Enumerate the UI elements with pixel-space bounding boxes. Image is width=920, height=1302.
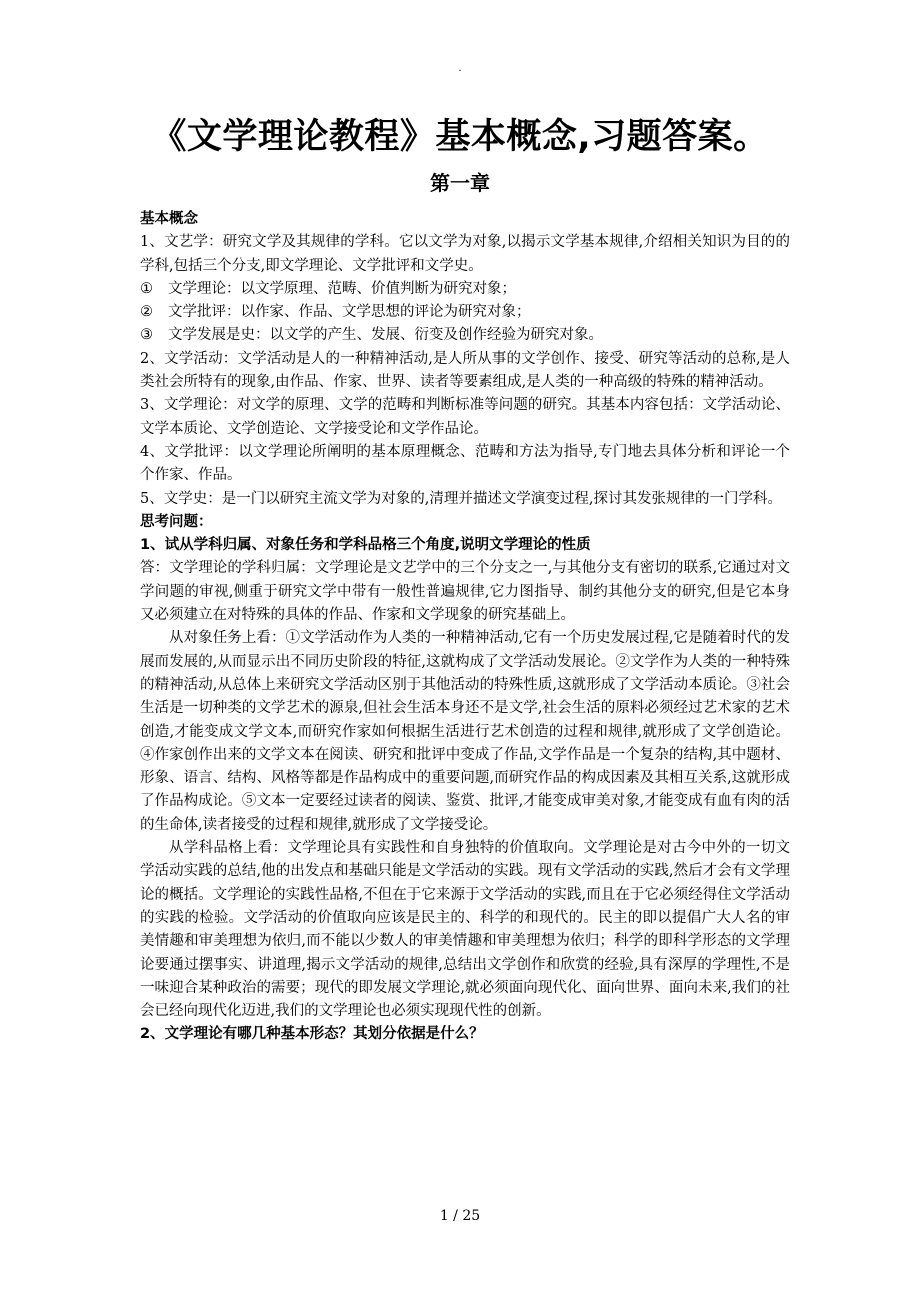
item-text: 文学理论：以文学原理、范畴、价值判断为研究对象； [168, 280, 516, 297]
definition-1-item [140, 278, 790, 301]
item-number: ① [140, 280, 153, 297]
definition-1-item [140, 324, 790, 347]
definition-1-item [140, 301, 790, 324]
definition-5: 5、文学史：是一门以研究主流文学为对象的,清理并描述文学演变过程,探讨其发张规律的一门学科。 [140, 490, 782, 507]
question-1: 1、试从学科归属、对象任务和学科品格三个角度,说明文学理论的性质 [140, 537, 591, 554]
item-number: ③ [140, 327, 153, 344]
document-body [140, 208, 790, 1047]
definition-4: 4、文学批评：以文学理论所阐明的基本原理概念、范畴和方法为指导,专门地去具体分析和评论一个个作家、作品。 [140, 443, 790, 484]
page-number: 1 / 25 [439, 1208, 481, 1224]
chapter-heading: 第一章 [430, 171, 490, 195]
definition-2: 2、文学活动：文学活动是人的一种精神活动,是人所从事的文学创作、接受、研究等活动的总称,是人类社会所特有的现象,由作品、作家、世界、读者等要素组成,是人类的一种高级的特殊的精神活动。 [140, 350, 790, 391]
definition-3: 3、文学理论：对文学的原理、文学的范畴和判断标准等问题的研究。其基本内容包括：文学活动论、文学本质论、文学创造论、文学接受论和文学作品论。 [140, 397, 790, 437]
item-text: 文学发展是史：以文学的产生、发展、衍变及创作经验为研究对象。 [168, 327, 603, 344]
item-number: ② [140, 304, 153, 321]
header-dot: . [458, 63, 462, 74]
section-heading-questions: 思考问题： [140, 513, 213, 530]
document-title: 《文学理论教程》基本概念,习题答案。 [151, 117, 769, 157]
answer-1-paragraph: 从学科品格上看：文学理论具有实践性和自身独特的价值取向。文学理论是对古今中外的一切文学活动实践的总结,他的出发点和基础只能是文学活动的实践。现有文学活动的实践,然后才会有文学理论的概括。文学理论的实践性品格,不但在于它来源于文学活动的实践,而且在于它必须经得住文学活动的实践的检验。文学活动的价值取向应该是民主的、科学的和现代的。民主的即以提倡广大人名的审美情趣和审美理想为依归,而不能以少数人的审美情趣和审美理想为依归；科学的即科学形态的文学理论要通过摆事实、讲道理,揭示文学活动的规律,总结出文学创作和欣赏的经验,具有深厚的学理性,不是一味迎合某种政治的需要；现代的即发展文学理论,就必须面向现代化、面向世界、面向未来,我们的社会已经向现代化迈进,我们的文学理论也必须实现现代性的创新。 [140, 840, 790, 1020]
section-heading-basic: 基本概念 [140, 211, 198, 227]
definition-1: 1、文艺学：研究文学及其规律的学科。它以文学为对象,以揭示文学基本规律,介绍相关知识为目的的学科,包括三个分支,即文学理论、文学批评和文学史。 [140, 234, 790, 274]
answer-1-paragraph: 从对象任务上看：①文学活动作为人类的一种精神活动,它有一个历史发展过程,它是随着时代的发展而发展的,从而显示出不同历史阶段的特征,这就构成了文学活动发展论。②文学作为人类的一种特殊的精神活动,从总体上来研究文学活动区别于其他活动的特殊性质,这就形成了文学活动本质论。③社会生活是一切种类的文学艺术的源泉,但社会生活本身还不是文学,社会生活的原料必须经过艺术家的艺术创造,才能变成文学文本,而研究作家如何根据生活进行艺术创造的过程和规律,就形成了文学创造论。④作家创作出来的文学文本在阅读、研究和批评中变成了作品,文学作品是一个复杂的结构,其中题材、形象、语言、结构、风格等都是作品构成中的重要问题,而研究作品的构成因素及其相互关系,这就形成了作品构成论。⑤文本一定要经过读者的阅读、鉴赏、批评,才能变成审美对象,才能变成有血有肉的活的生命体,读者接受的过程和规律,就形成了文学接受论。 [140, 630, 790, 833]
item-text: 文学批评：以作家、作品、文学思想的评论为研究对象； [168, 304, 531, 321]
question-2: 2、文学理论有哪几种基本形态？其划分依据是什么？ [140, 1026, 484, 1043]
answer-1-paragraph: 答：文学理论的学科归属：文学理论是文艺学中的三个分支之一,与其他分支有密切的联系,它通过对文学问题的审视,侧重于研究文学中带有一般性普遍规律,它力图指导、制约其他分支的研究,但是它本身又必须建立在对特殊的具体的作品、作家和文学现象的研究基础上。 [140, 560, 790, 624]
